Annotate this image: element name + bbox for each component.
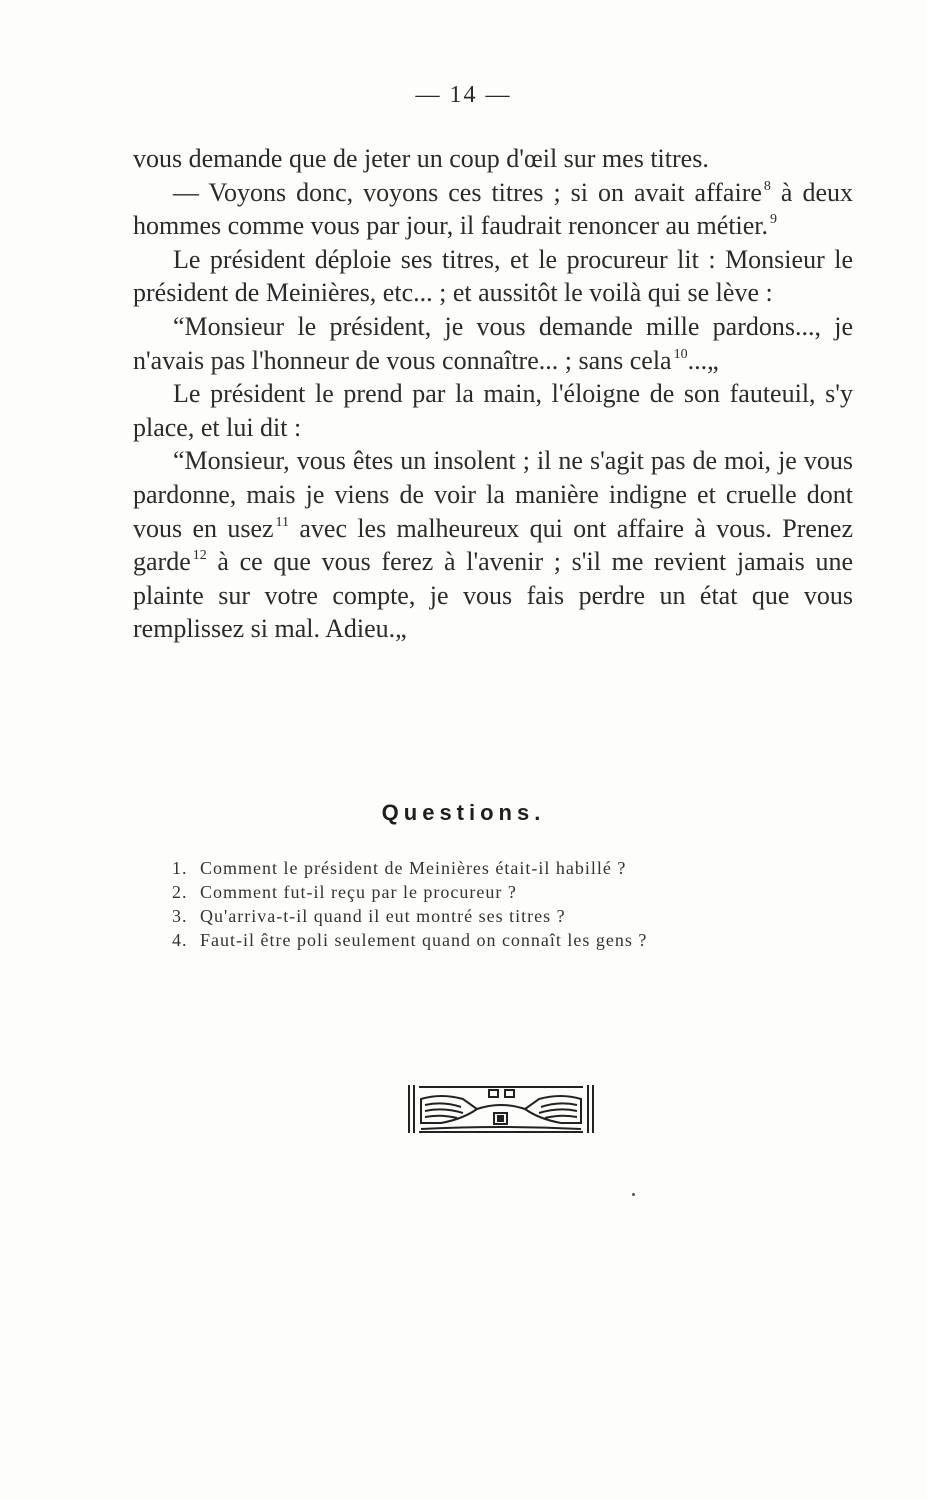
paragraph-4-text-cont: ...„ [687, 345, 719, 375]
paragraph-6-text: “Monsieur, vous êtes un insolent ; il ne s'agit pas de moi, je vous pardonne, mais je viens de voir la manière indigne et cruelle dont vous en usez [133, 446, 853, 543]
question-item [172, 928, 852, 952]
question-item [172, 904, 852, 928]
paragraph-5 [133, 377, 853, 444]
paragraph-1 [133, 142, 853, 176]
paragraph-4 [133, 310, 853, 377]
paragraph-6 [133, 444, 853, 646]
paragraph-4-text: “Monsieur le président, je vous demande mille pardons..., je n'avais pas l'honneur de vous connaître... ; sans cela [133, 311, 853, 375]
question-text: Comment le président de Meinières était-il habillé ? [200, 858, 627, 878]
body-text [133, 142, 853, 646]
footnote-ref-12: 12 [192, 548, 207, 564]
question-item [172, 856, 852, 880]
question-item [172, 880, 852, 904]
footnote-ref-11: 11 [275, 514, 290, 530]
question-text: Qu'arriva-t-il quand il eut montré ses titres ? [200, 906, 566, 926]
footnote-ref-9: 9 [770, 212, 778, 228]
question-text: Comment fut-il reçu par le procureur ? [200, 882, 517, 902]
decorative-tailpiece-icon [407, 1083, 595, 1135]
footnote-ref-8: 8 [763, 178, 771, 194]
paragraph-3-text: Le président déploie ses titres, et le procureur lit : Monsieur le président de Meinières, etc... ; et aussitôt le voilà qui se lève : [133, 244, 853, 308]
paragraph-2-text: — Voyons donc, voyons ces titres ; si on avait affaire [173, 177, 762, 207]
paragraph-6-text-cont: avec les malheureux qui ont affaire à vous. Prenez garde [133, 513, 854, 577]
paragraph-5-text: Le président le prend par la main, l'éloigne de son fauteuil, s'y place, et lui dit : [133, 379, 853, 442]
paragraph-2-text-cont: à deux hommes comme vous par jour, il faudrait renoncer au métier. [133, 177, 853, 241]
paragraph-6-text-end: à ce que vous ferez à l'avenir ; s'il me revient jamais une plainte sur votre compte, je vous fais perdre un état que vous remplissez si mal. Adieu.„ [133, 547, 853, 644]
paragraph-1-text: vous demande que de jeter un coup d'œil sur mes titres. [133, 144, 709, 173]
question-text: Faut-il être poli seulement quand on connaît les gens ? [200, 930, 648, 950]
question-list [172, 856, 852, 952]
footnote-ref-10: 10 [673, 346, 688, 362]
paragraph-2 [133, 176, 853, 243]
page-number: — 14 — [415, 82, 512, 108]
paragraph-3 [133, 243, 853, 310]
questions-heading: Questions. [381, 800, 546, 825]
page-speck [632, 1193, 635, 1196]
question-number: 4. [172, 930, 188, 950]
question-number: 3. [172, 906, 188, 926]
question-number: 1. [172, 858, 188, 878]
question-number: 2. [172, 882, 188, 902]
